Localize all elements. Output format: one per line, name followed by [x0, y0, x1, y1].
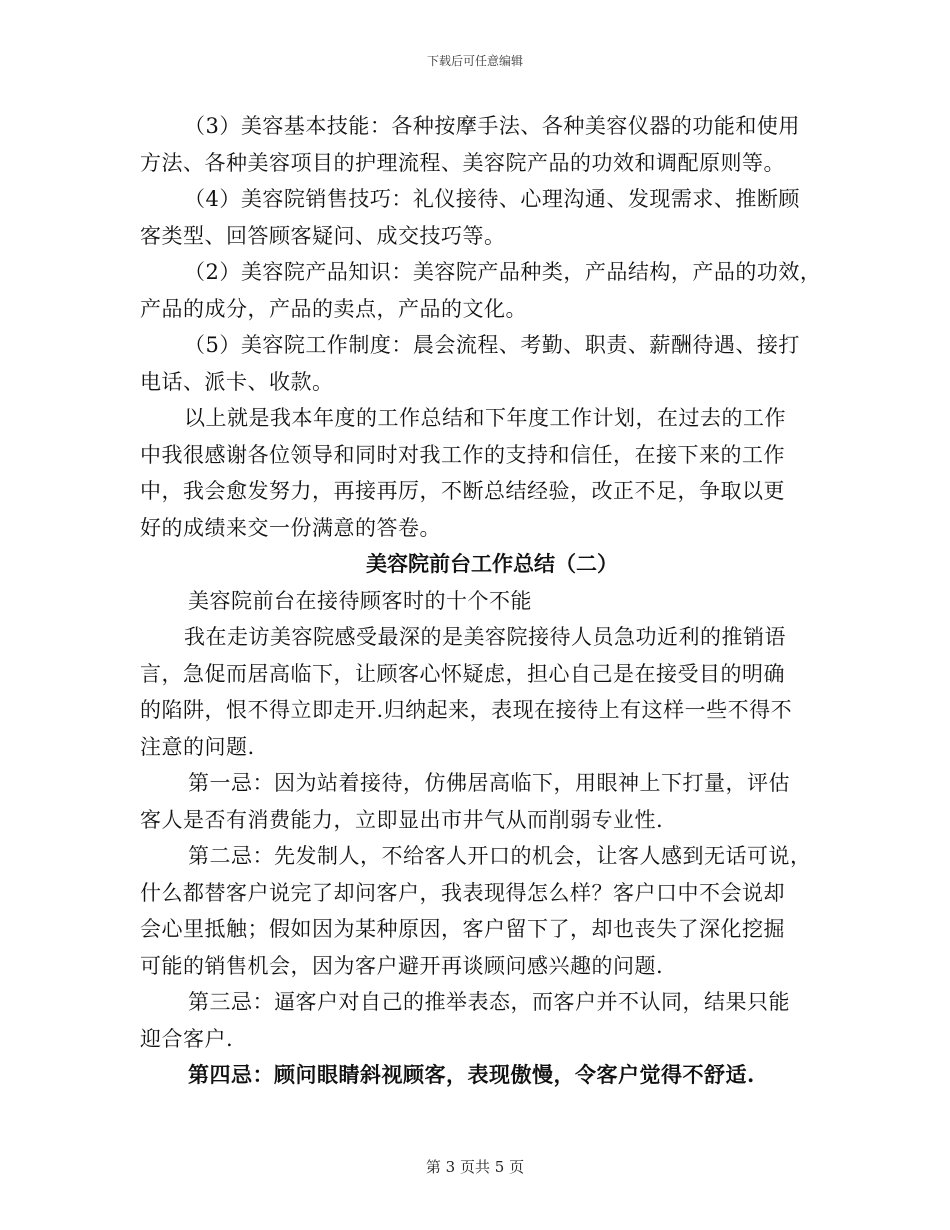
- paragraph-line: 可能的销售机会，因为客户避开再谈顾问感兴趣的问题.: [140, 953, 664, 978]
- paragraph-line-bold: 第四忌：顾问眼睛斜视顾客，表现傲慢，令客户觉得不舒适.: [188, 1062, 755, 1087]
- paragraph-line: 以上就是我本年度的工作总结和下年度工作计划，在过去的工作: [184, 406, 786, 430]
- paragraph-line: 言，急促而居高临下，让顾客心怀疑虑，担心自己是在接受目的明确: [140, 661, 785, 686]
- document-body: [140, 108, 820, 1094]
- paragraph-line: （5）美容院工作制度：晨会流程、考勤、职责、薪酬待遇、接打: [184, 333, 800, 357]
- page-header: 下载后可任意编辑: [426, 54, 523, 68]
- paragraph-line: 会心里抵触；假如因为某种原因，客户留下了，却也丧失了深化挖掘: [140, 917, 785, 941]
- paragraph-line: 第二忌：先发制人，不给客人开口的机会，让客人感到无话可说，: [188, 844, 812, 868]
- section-title: 美容院前台工作总结（二）: [366, 551, 618, 576]
- section-subtitle: 美容院前台在接待顾客时的十个不能: [188, 588, 532, 613]
- paragraph-line: （2）美容院产品知识：美容院产品种类，产品结构，产品的功效，: [184, 260, 822, 284]
- page-number: 第 3 页共 5 页: [425, 1158, 525, 1176]
- paragraph-line: 客类型、回答顾客疑问、成交技巧等。: [140, 223, 506, 248]
- paragraph-line: 的陷阱，恨不得立即走开.归纳起来，表现在接待上有这样一些不得不: [140, 698, 793, 722]
- paragraph-line: 方法、各种美容项目的护理流程、美容院产品的功效和调配原则等。: [140, 150, 785, 175]
- paragraph-line: 电话、派卡、收款。: [140, 369, 334, 394]
- paragraph-line: 中我很感谢各位领导和同时对我工作的支持和信任，在接下来的工作: [140, 442, 785, 467]
- paragraph-line: 中，我会愈发努力，再接再厉，不断总结经验，改正不足，争取以更: [140, 479, 785, 503]
- paragraph-line: 第一忌：因为站着接待，仿佛居高临下，用眼神上下打量，评估: [188, 771, 790, 795]
- paragraph-line: 客人是否有消费能力，立即显出市井气从而削弱专业性.: [140, 807, 664, 832]
- paragraph-line: 产品的成分，产品的卖点，产品的文化。: [140, 296, 527, 321]
- paragraph-line: （3）美容基本技能：各种按摩手法、各种美容仪器的功能和使用: [184, 114, 800, 138]
- paragraph-line: 第三忌：逼客户对自己的推举表态，而客户并不认同，结果只能: [188, 990, 790, 1014]
- paragraph-line: 什么都替客户说完了却问客户，我表现得怎么样？客户口中不会说却: [140, 880, 785, 905]
- paragraph-line: 迎合客户.: [140, 1026, 234, 1051]
- paragraph-line: 好的成绩来交一份满意的答卷。: [140, 515, 441, 540]
- paragraph-line: 我在走访美容院感受最深的是美容院接待人员急功近利的推销语: [184, 625, 786, 649]
- paragraph-line: 注意的问题.: [140, 734, 255, 759]
- paragraph-line: （4）美容院销售技巧：礼仪接待、心理沟通、发现需求、推断顾: [184, 187, 800, 211]
